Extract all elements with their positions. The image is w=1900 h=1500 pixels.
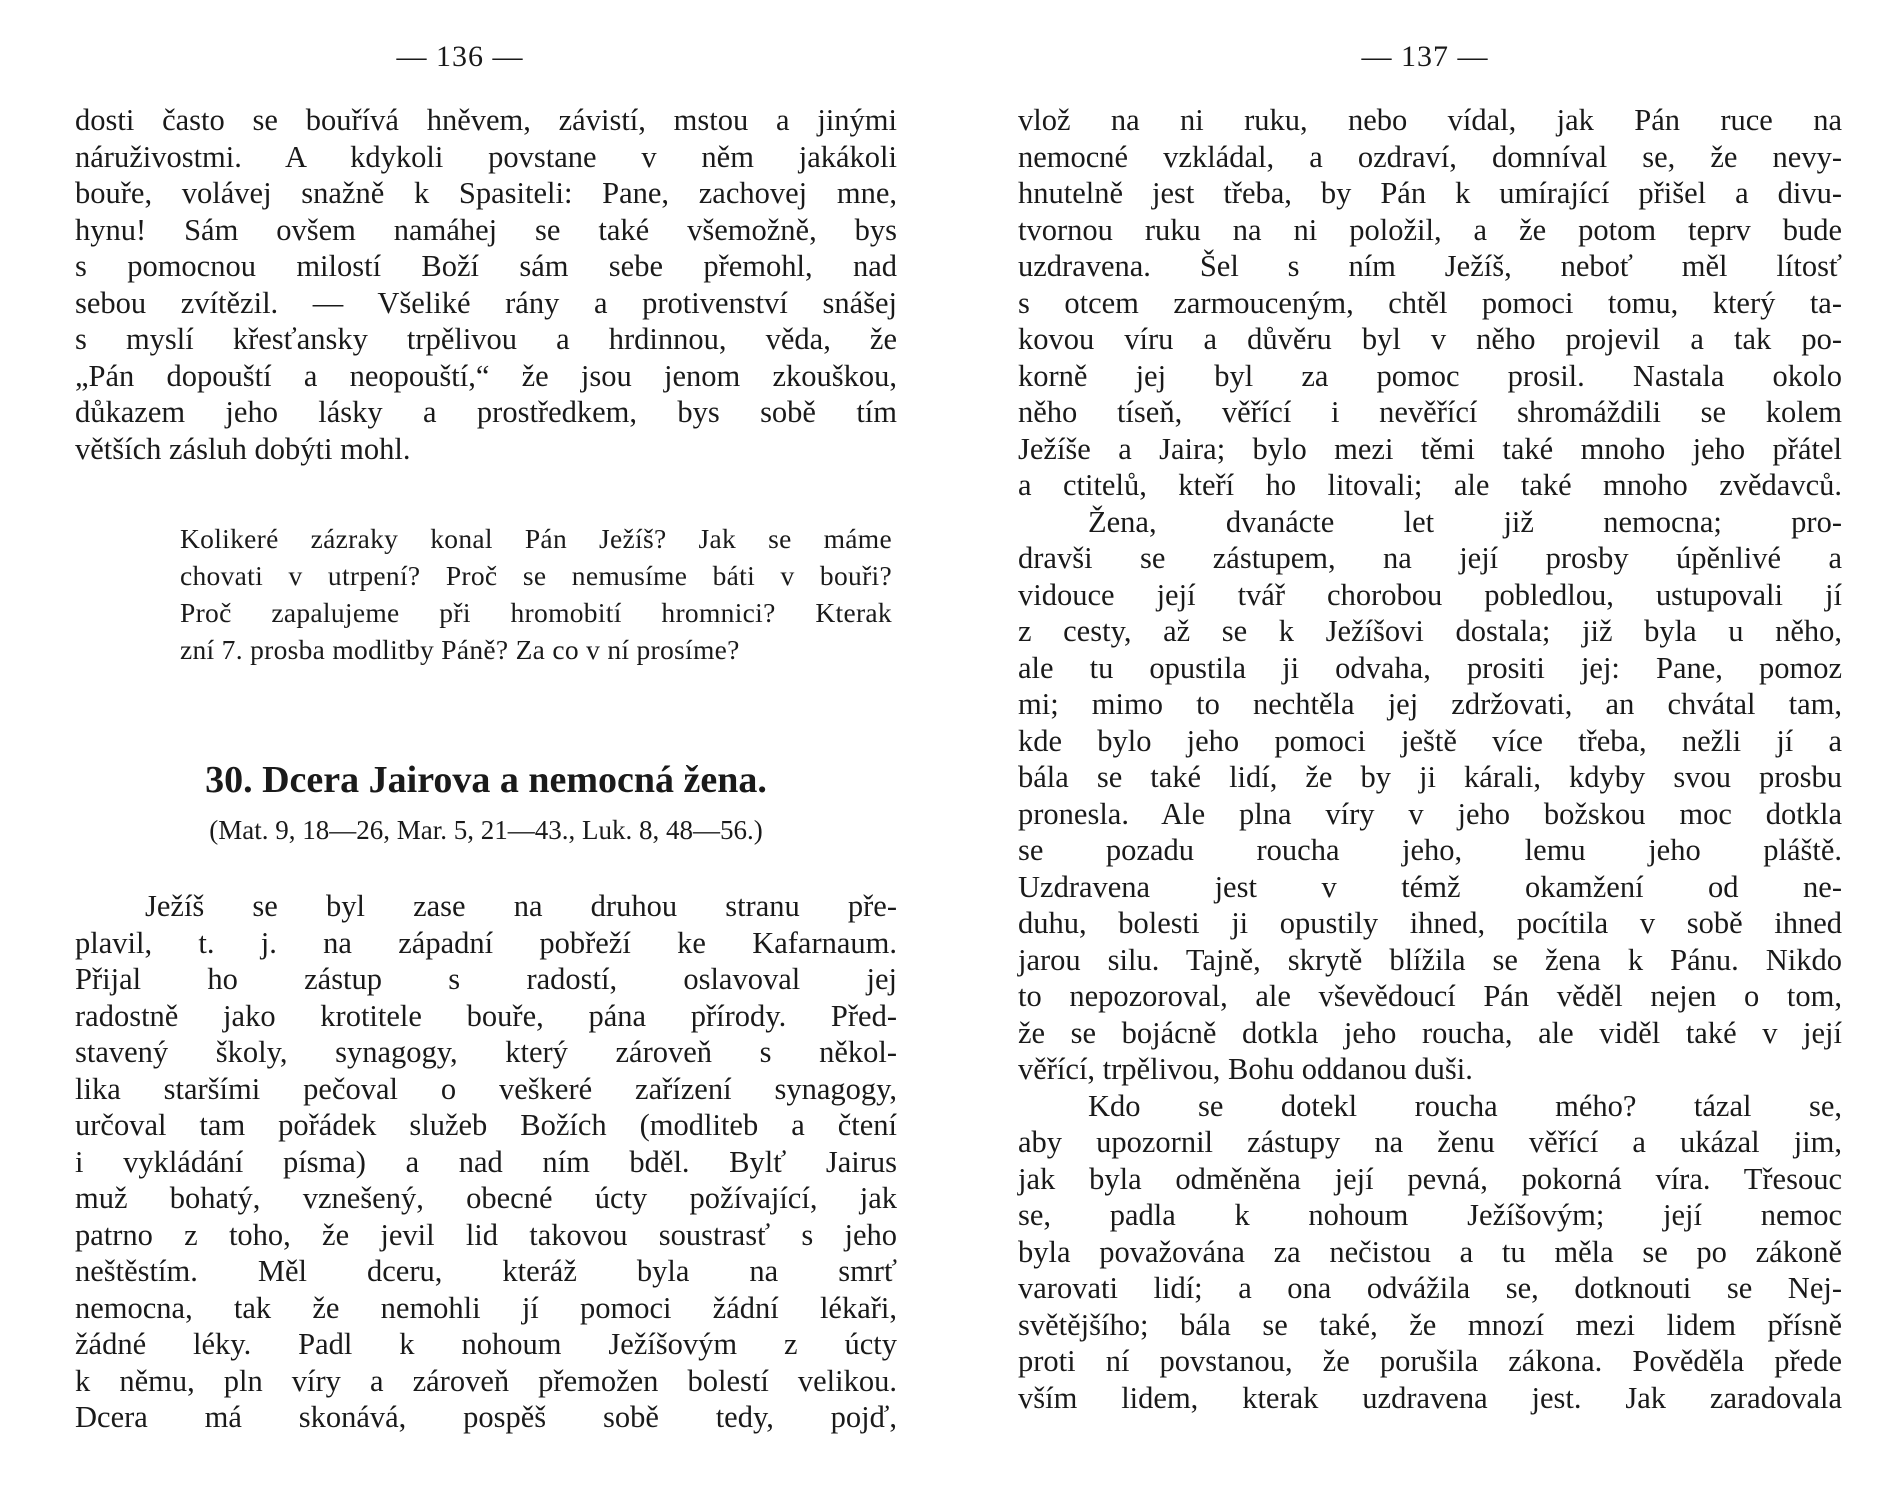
- paragraph-3: [1018, 1088, 1842, 1417]
- text-line: „Pán dopouští a neopouští,“ že jsou jenom zkouškou,: [75, 358, 897, 393]
- text-line: bouře, volávej snažně k Spasiteli: Pane, zachovej mne,: [75, 176, 897, 210]
- text-line: světějšího; bála se také, že mnozí mezi lidem přísně: [1018, 1307, 1842, 1342]
- text-line: hynu! Sám ovšem namáhej se také všemožně, bys: [75, 212, 897, 247]
- text-line: pronesla. Ale plna víry v jeho božskou moc dotkla: [1018, 796, 1842, 831]
- paragraph-continuation: [75, 102, 897, 467]
- text-line: to nepozoroval, ale vševědoucí Pán věděl nejen o tom,: [1018, 979, 1842, 1013]
- text-line: proti ní povstanou, že porušila zákona. Pověděla přede: [1018, 1344, 1842, 1378]
- text-line: bála se také lidí, že by ji kárali, kdyby svou prosbu: [1018, 760, 1842, 794]
- text-line: vidouce její tvář chorobou pobledlou, ustupovali jí: [1018, 577, 1842, 612]
- text-line: kde bylo jeho pomoci ještě více třeba, nežli jí a: [1018, 723, 1842, 758]
- question-line: zní 7. prosba modlitby Páně? Za co v ní prosíme?: [180, 634, 740, 665]
- question-line: Proč zapalujeme při hromobití hromnici? Kterak: [180, 597, 892, 628]
- text-line: že se bojácně dotkla jeho roucha, ale viděl také v její: [1018, 1015, 1842, 1050]
- text-line: vlož na ni ruku, nebo vídal, jak Pán ruce na: [1018, 103, 1842, 137]
- text-line: větších zásluh dobýti mohl.: [75, 431, 411, 466]
- page-number-right: — 137 —: [1361, 40, 1489, 73]
- text-line: něho tíseň, věřící i nevěřící shromáždili se kolem: [1018, 395, 1842, 429]
- text-line: ale tu opustila ji odvaha, prositi jej: Pane, pomoz: [1018, 650, 1842, 685]
- text-line: Žena, dvanácte let již nemocna; pro-: [1088, 504, 1842, 539]
- chapter-heading: 30. Dcera Jairova a nemocná žena.: [205, 759, 767, 801]
- text-line: kovou víru a důvěru byl v něho projevil a tak po-: [1018, 322, 1842, 356]
- text-line: sebou zvítězil. — Všeliké rány a protivenství snášej: [75, 285, 897, 320]
- text-line: korně jej byl za pomoc prosil. Nastala okolo: [1018, 358, 1842, 393]
- text-line: s myslí křesťansky trpělivou a hrdinnou, věda, že: [75, 322, 897, 356]
- text-line: s pomocnou milostí Boží sám sebe přemohl, nad: [75, 249, 897, 283]
- text-line: plavil, t. j. na západní pobřeží ke Kafarnaum.: [75, 925, 897, 960]
- text-line: duhu, bolesti ji opustily ihned, pocítila v sobě ihned: [1018, 906, 1842, 940]
- text-line: neštěstím. Měl dceru, kteráž byla na smrť: [75, 1254, 897, 1288]
- text-line: žádné léky. Padl k nohoum Ježíšovým z úcty: [75, 1327, 897, 1361]
- text-line: dosti často se bouřívá hněvem, závistí, mstou a jinými: [75, 103, 897, 137]
- text-line: Uzdravena jest v témž okamžení od ne-: [1018, 869, 1842, 904]
- text-line: se pozadu roucha jeho, lemu jeho pláště.: [1018, 833, 1842, 867]
- text-line: lika staršími pečoval o veškeré zařízení synagogy,: [75, 1071, 897, 1106]
- text-line: hnutelně jest třeba, by Pán k umírající přišel a divu-: [1018, 176, 1842, 210]
- text-line: varovati lidí; a ona odvážila se, dotknouti se Nej-: [1018, 1271, 1842, 1305]
- text-line: nemocna, tak že nemohli jí pomoci žádní lékaři,: [75, 1290, 897, 1325]
- right-page: [950, 0, 1900, 1500]
- text-line: stavený školy, synagogy, který zároveň s někol-: [75, 1035, 897, 1069]
- text-line: tvornou ruku na ni položil, a že potom teprv bude: [1018, 212, 1842, 247]
- text-line: Ježíše a Jaira; bylo mezi těmi také mnoho jeho přátel: [1018, 431, 1842, 466]
- text-line: uzdravena. Šel s ním Ježíš, neboť měl lítosť: [1018, 249, 1842, 283]
- text-line: i vykládání písma) a nad ním bděl. Bylť Jairus: [75, 1144, 897, 1179]
- page-number-left: — 136 —: [396, 40, 524, 73]
- text-line: a ctitelů, kteří ho litovali; ale také mnoho zvědavců.: [1018, 468, 1842, 502]
- text-line: Dcera má skonává, pospěš sobě tedy, pojď,: [75, 1400, 897, 1434]
- text-line: mi; mimo to nechtěla jej zdržovati, an chvátal tam,: [1018, 687, 1842, 721]
- text-line: radostně jako krotitele bouře, pána přírody. Před-: [75, 998, 897, 1033]
- text-line: aby upozornil zástupy na ženu věřící a ukázal jim,: [1018, 1125, 1842, 1159]
- text-line: patrno z toho, že jevil lid takovou soustrasť s jeho: [75, 1217, 897, 1252]
- text-line: náruživostmi. A kdykoli povstane v něm jakákoli: [75, 139, 897, 174]
- text-line: s otcem zarmouceným, chtěl pomoci tomu, který ta-: [1018, 285, 1842, 320]
- text-line: muž bohatý, vznešený, obecné úcty požívající, jak: [75, 1181, 897, 1215]
- text-line: Kdo se dotekl roucha mého? tázal se,: [1088, 1088, 1842, 1123]
- review-questions: [180, 520, 892, 668]
- text-line: nemocné vzkládal, a ozdraví, domníval se, že nevy-: [1018, 139, 1842, 174]
- text-line: jak byla odměněna její pevná, pokorná víra. Třesouc: [1018, 1161, 1842, 1196]
- scripture-references: (Mat. 9, 18—26, Mar. 5, 21—43., Luk. 8, 48—56.): [209, 815, 763, 845]
- text-line: z cesty, až se k Ježíšovi dostala; již byla u něho,: [1018, 614, 1842, 648]
- text-line: dravši se zástupem, na její prosby úpěnlivé a: [1018, 541, 1842, 575]
- text-line: Ježíš se byl zase na druhou stranu pře-: [145, 889, 897, 923]
- paragraph-2: [1018, 504, 1842, 1088]
- text-line: jarou silu. Tajně, skrytě blížila se žena k Pánu. Nikdo: [1018, 942, 1842, 977]
- text-line: se, padla k nohoum Ježíšovým; její nemoc: [1018, 1198, 1842, 1232]
- question-line: Kolikeré zázraky konal Pán Ježíš? Jak se máme: [180, 523, 892, 554]
- paragraph-1: [1018, 102, 1842, 504]
- text-line: věřící, trpělivou, Bohu oddanou duši.: [1018, 1052, 1473, 1086]
- text-line: určoval tam pořádek služeb Božích (modliteb a čtení: [75, 1108, 897, 1142]
- question-line: chovati v utrpení? Proč se nemusíme báti v bouři?: [180, 560, 892, 591]
- text-line: vším lidem, kterak uzdravena jest. Jak zaradovala: [1018, 1380, 1842, 1415]
- text-line: Přijal ho zástup s radostí, oslavoval jej: [75, 962, 897, 996]
- text-line: důkazem jeho lásky a prostředkem, bys sobě tím: [75, 395, 897, 429]
- text-line: k němu, pln víry a zároveň přemožen bolestí velikou.: [75, 1363, 897, 1398]
- story-paragraph: [75, 888, 897, 1436]
- text-line: byla považována za nečistou a tu měla se po zákoně: [1018, 1234, 1842, 1269]
